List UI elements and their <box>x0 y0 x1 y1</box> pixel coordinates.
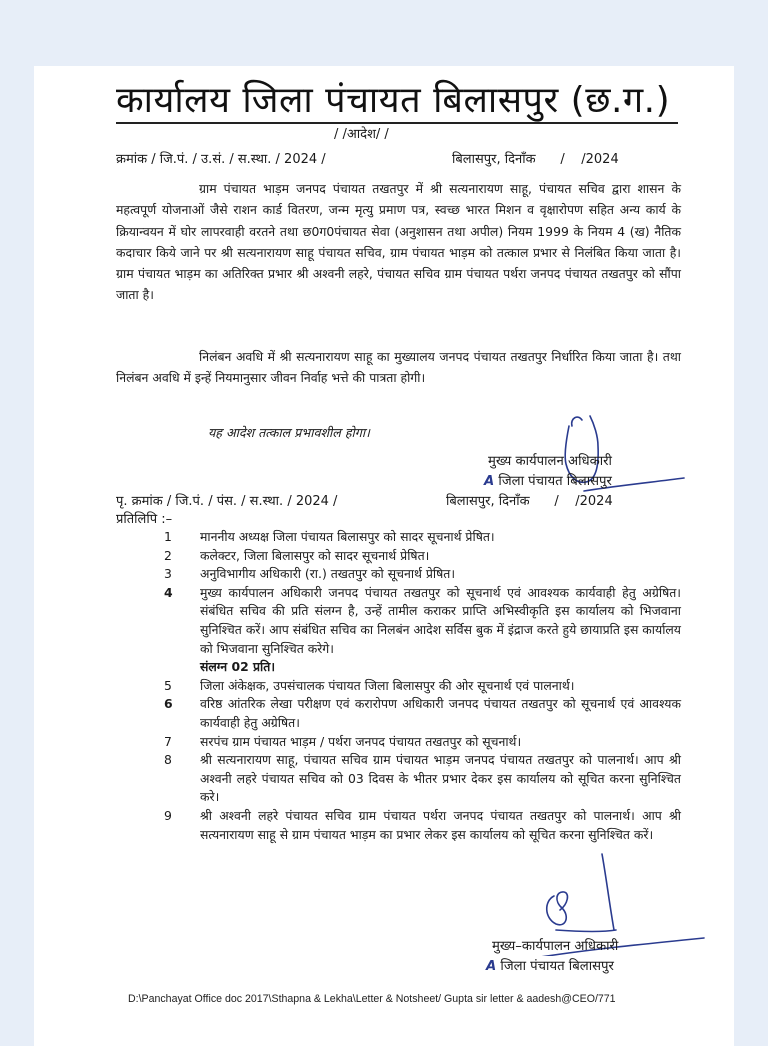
item-text: मुख्य कार्यपालन अधिकारी जनपद पंचायत तखतपुर को सूचनार्थ एवं आवश्यक कार्यवाही हेतु अग्रेषित। संबंधित सचिव की प्रति संलग्न है, उन्हें तामील कराकर प्राप्ति अभिस्वीकृति इस कार्यालय को भिजवाना सुनिश्चित करें। आप संबंधित सचिव का निलबंन आदेश सर्विस बुक में इंद्राज करते हुये छायाप्रति इस कार्यालय को भिजवाना सुनिश्चित करेगे। <box>200 584 681 656</box>
file-path-footer: D:\Panchayat Office doc 2017\Sthapna & Lekha\Letter & Notsheet/ Gupta sir letter & aadesh@CEO/771 <box>128 993 616 1005</box>
item-number: 8 <box>164 752 172 768</box>
paragraph-2-text: निलंबन अवधि में श्री सत्यनारायण साहू का मुख्यालय जनपद पंचायत तखतपुर निर्धारित किया जाता है। तथा निलंबन अवधि में इन्हें नियमानुसार जीवन निर्वाह भत्ते की पात्रता होगी। <box>116 349 681 386</box>
item-number: 4 <box>164 584 173 600</box>
copy-reference-number: पृ. क्रमांक / जि.पं. / पंस. / स.स्था. / 2024 / <box>116 494 338 509</box>
initial-mark-icon: A <box>484 474 495 489</box>
order-heading: / /आदेश/ / <box>334 127 389 142</box>
enclosure-note: संलग्न 02 प्रति। <box>200 659 276 675</box>
initial-mark-icon: A <box>486 959 497 974</box>
reference-number: क्रमांक / जि.पं. / उ.सं. / स.स्था. / 2024 / <box>116 152 326 167</box>
signature-1-office: जिला पंचायत बिलासपुर <box>498 474 612 489</box>
list-item <box>116 584 681 658</box>
item-text: माननीय अध्यक्ष जिला पंचायत बिलासपुर को सादर सूचनार्थ प्रेषित। <box>200 529 495 544</box>
paragraph-1-text: ग्राम पंचायत भाड़म जनपद पंचायत तखतपुर में श्री सत्यनारायण साहू, पंचायत सचिव द्वारा शासन के महत्वपूर्ण योजनाओं जैसे राशन कार्ड वितरण, जन्म मृत्यु प्रमाण पत्र, स्वच्छ भारत मिशन व वृक्षारोपण सहित अन्य कार्य के क्रियान्वयन में घोर लापरवाही वरतने तथा छ0ग0पंचायत सेवा (अनुशासन तथा अपील) नियम 1999 के नियम 4 (ख) नैतिक कदाचार किये जाने पर श्री सत्यनारायण साहू पंचायत सचिव, ग्राम पंचायत भाड़म को तत्काल प्रभार से निलंबित किया जाता है। ग्राम पंचायत भाड़म का अतिरिक्त प्रभार श्री अश्वनी लहरे, पंचायत सचिव ग्राम पंचायत पर्थरा जनपद पंचायत तखतपुर को सौंपा जाता है। <box>116 181 681 303</box>
list-item <box>116 733 681 752</box>
document-page <box>34 66 734 1046</box>
item-number: 1 <box>164 529 172 544</box>
copy-heading: प्रतिलिपि :– <box>116 512 173 527</box>
list-item <box>116 751 681 807</box>
copy-recipients-list <box>116 528 681 844</box>
item-text: श्री अश्वनी लहरे पंचायत सचिव ग्राम पंचायत पर्थरा जनपद पंचायत तखतपुर को पालनार्थ। आप श्री सत्यनारायण साहू से ग्राम पंचायत भाड़म का प्रभार लेकर इस कार्यालय को सूचित करना सुनिश्चित करें। <box>200 807 681 842</box>
list-item <box>116 695 681 732</box>
order-paragraph-2 <box>116 346 681 389</box>
signature-1-office-line <box>484 471 612 489</box>
place-date: बिलासपुर, दिनाँक / /2024 <box>452 152 619 167</box>
item-number: 9 <box>164 807 172 823</box>
item-text: श्री सत्यनारायण साहू, पंचायत सचिव ग्राम पंचायत भाड़म जनपद पंचायत तखतपुर को पालनार्थ। आप श्री अश्वनी लहरे पंचायत सचिव को 03 दिवस के भीतर प्रभार देकर इस कार्यालय को सूचित करना सुनिश्चित करे। <box>200 752 681 805</box>
item-text: कलेक्टर, जिला बिलासपुर को सादर सूचनार्थ प्रेषित। <box>200 547 430 563</box>
signature-2-office-line <box>486 956 614 974</box>
office-title: कार्यालय जिला पंचायत बिलासपुर (छ.ग.) <box>116 80 671 121</box>
item-number: 7 <box>164 733 172 749</box>
signature-1-designation: मुख्य कार्यपालन अधिकारी <box>488 454 612 469</box>
list-item <box>116 677 681 696</box>
signature-2-designation: मुख्य–कार्यपालन अधिकारी <box>492 939 619 954</box>
item-text: सरपंच ग्राम पंचायत भाड़म / पर्थरा जनपद पंचायत तखतपुर को सूचनार्थ। <box>200 733 522 749</box>
title-underline <box>116 122 678 124</box>
list-item <box>116 565 681 584</box>
list-item <box>116 807 681 844</box>
item-text: अनुविभागीय अधिकारी (रा.) तखतपुर को सूचनार्थ प्रेषित। <box>200 566 456 582</box>
item-number: 3 <box>164 566 172 582</box>
list-item <box>116 528 681 547</box>
item-number: 6 <box>164 696 173 712</box>
item-text: जिला अंकेक्षक, उपसंचालक पंचायत जिला बिलासपुर की ओर सूचनार्थ एवं पालनार्थ। <box>200 677 575 693</box>
item-text: वरिष्ठ आंतरिक लेखा परीक्षण एवं करारोपण अधिकारी जनपद पंचायत तखतपुर को सूचनार्थ एवं आवश्यक कार्यवाही हेतु अग्रेषित। <box>200 696 681 730</box>
item-number: 5 <box>164 677 172 693</box>
copy-place-date: बिलासपुर, दिनाँक / /2024 <box>446 494 613 509</box>
item-number: 2 <box>164 547 172 563</box>
order-paragraph-1 <box>116 178 681 306</box>
list-item <box>116 547 681 566</box>
signature-2-office: जिला पंचायत बिलासपुर <box>500 959 614 974</box>
effective-note: यह आदेश तत्काल प्रभावशील होगा। <box>208 425 370 440</box>
